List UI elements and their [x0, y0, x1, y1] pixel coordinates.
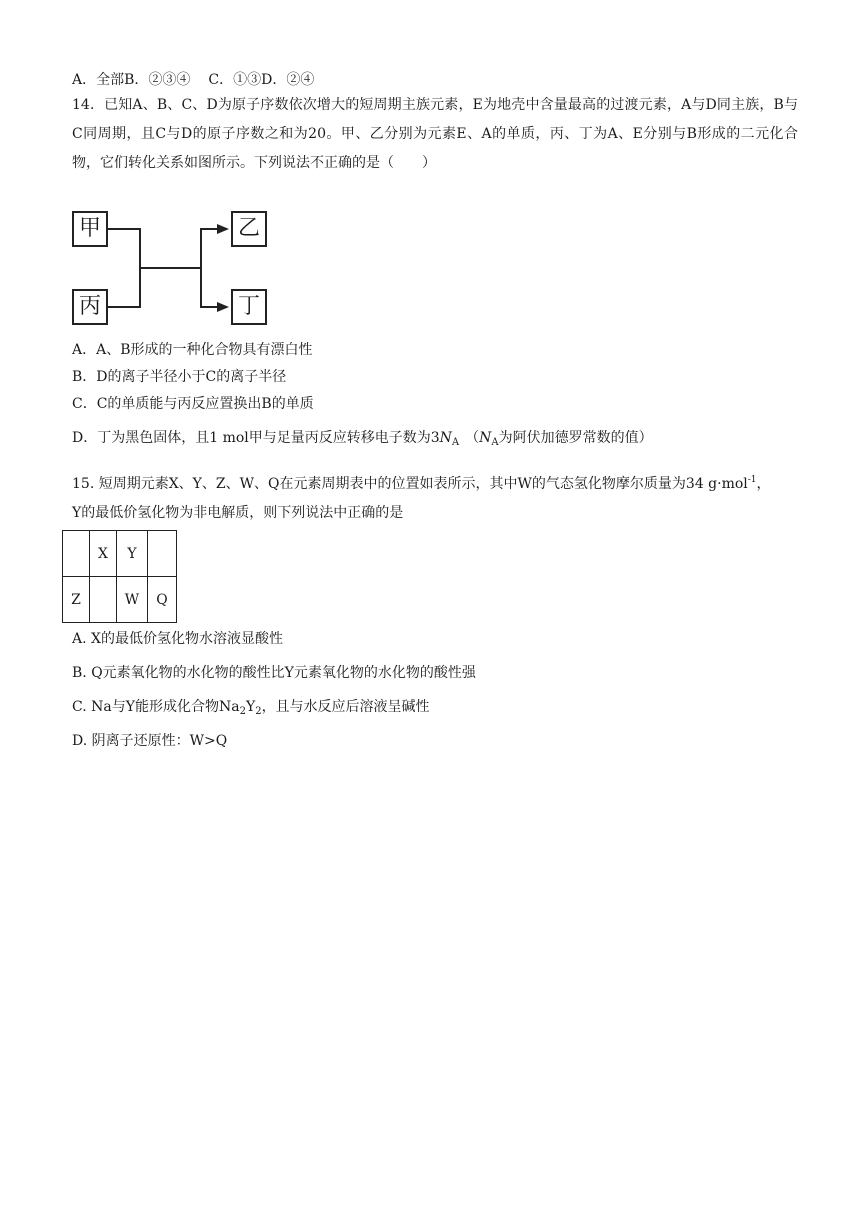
q15-option-a: A. X的最低价氢化物水溶液显酸性: [72, 631, 283, 647]
arrow-head-down: [217, 302, 229, 312]
q15-option-c: C. Na与Y能形成化合物$Na_2Y_2$，且与水反应后溶液呈碱性: [72, 699, 430, 717]
periodic-table-fragment: [62, 530, 177, 623]
box-yi: 乙: [231, 211, 267, 247]
q14-option-b: B．D的离子半径小于C的离子半径: [72, 369, 287, 385]
q15-stem-line1: 15. 短周期元素X、Y、Z、W、Q在元素周期表中的位置如表所示，其中W的气态氢化物摩尔质量为34 g·mol$^{-1}$，: [72, 475, 771, 492]
table-cell: [63, 531, 90, 577]
q13-option-c: C．①③: [208, 72, 262, 88]
box-jia: 甲: [72, 211, 108, 247]
connector-right-bracket: [201, 229, 219, 307]
box-ding: 丁: [231, 289, 267, 325]
box-bing: 丙: [72, 289, 108, 325]
arrow-head-up: [217, 224, 229, 234]
table-cell: Q: [148, 577, 177, 623]
q14-option-d: D．丁为黑色固体，且1 mol甲与足量丙反应转移电子数为$3N_A$ （$N_A$为阿伏加德罗常数的值）: [72, 430, 653, 448]
table-row: [63, 531, 177, 577]
table-cell: [148, 531, 177, 577]
q13-option-d: D．②④: [261, 72, 315, 88]
q15-stem-line2: Y的最低价氢化物为非电解质，则下列说法中正确的是: [72, 505, 404, 521]
q13-option-b: B．②③④: [124, 72, 191, 88]
na-symbol-2: N: [479, 430, 492, 446]
table-cell: W: [117, 577, 148, 623]
q15-option-d: D. 阴离子还原性：W>Q: [72, 733, 228, 749]
table-cell: Z: [63, 577, 90, 623]
table-cell: Y: [117, 531, 148, 577]
q14-option-c: C．C的单质能与丙反应置换出B的单质: [72, 396, 314, 412]
na-symbol: N: [439, 430, 452, 446]
table-cell: X: [90, 531, 117, 577]
table-cell: [90, 577, 117, 623]
q13-option-a: A．全部: [72, 72, 125, 88]
q14-option-a: A．A、B形成的一种化合物具有漂白性: [72, 342, 313, 358]
table-row: [63, 577, 177, 623]
q14-stem: 14．已知A、B、C、D为原子序数依次增大的短周期主族元素，E为地壳中含量最高的过渡元素，A与D同主族，B与C同周期，且C与D的原子序数之和为20。甲、乙分别为元素E、A的单质，丙、丁为A、E分别与B形成的二元化合物，它们转化关系如图所示。下列说法不正确的是（ ）: [72, 97, 798, 171]
q15-option-b: B. Q元素氧化物的水化物的酸性比Y元素氧化物的水化物的酸性强: [72, 665, 476, 681]
connector-left-bracket: [108, 229, 140, 307]
